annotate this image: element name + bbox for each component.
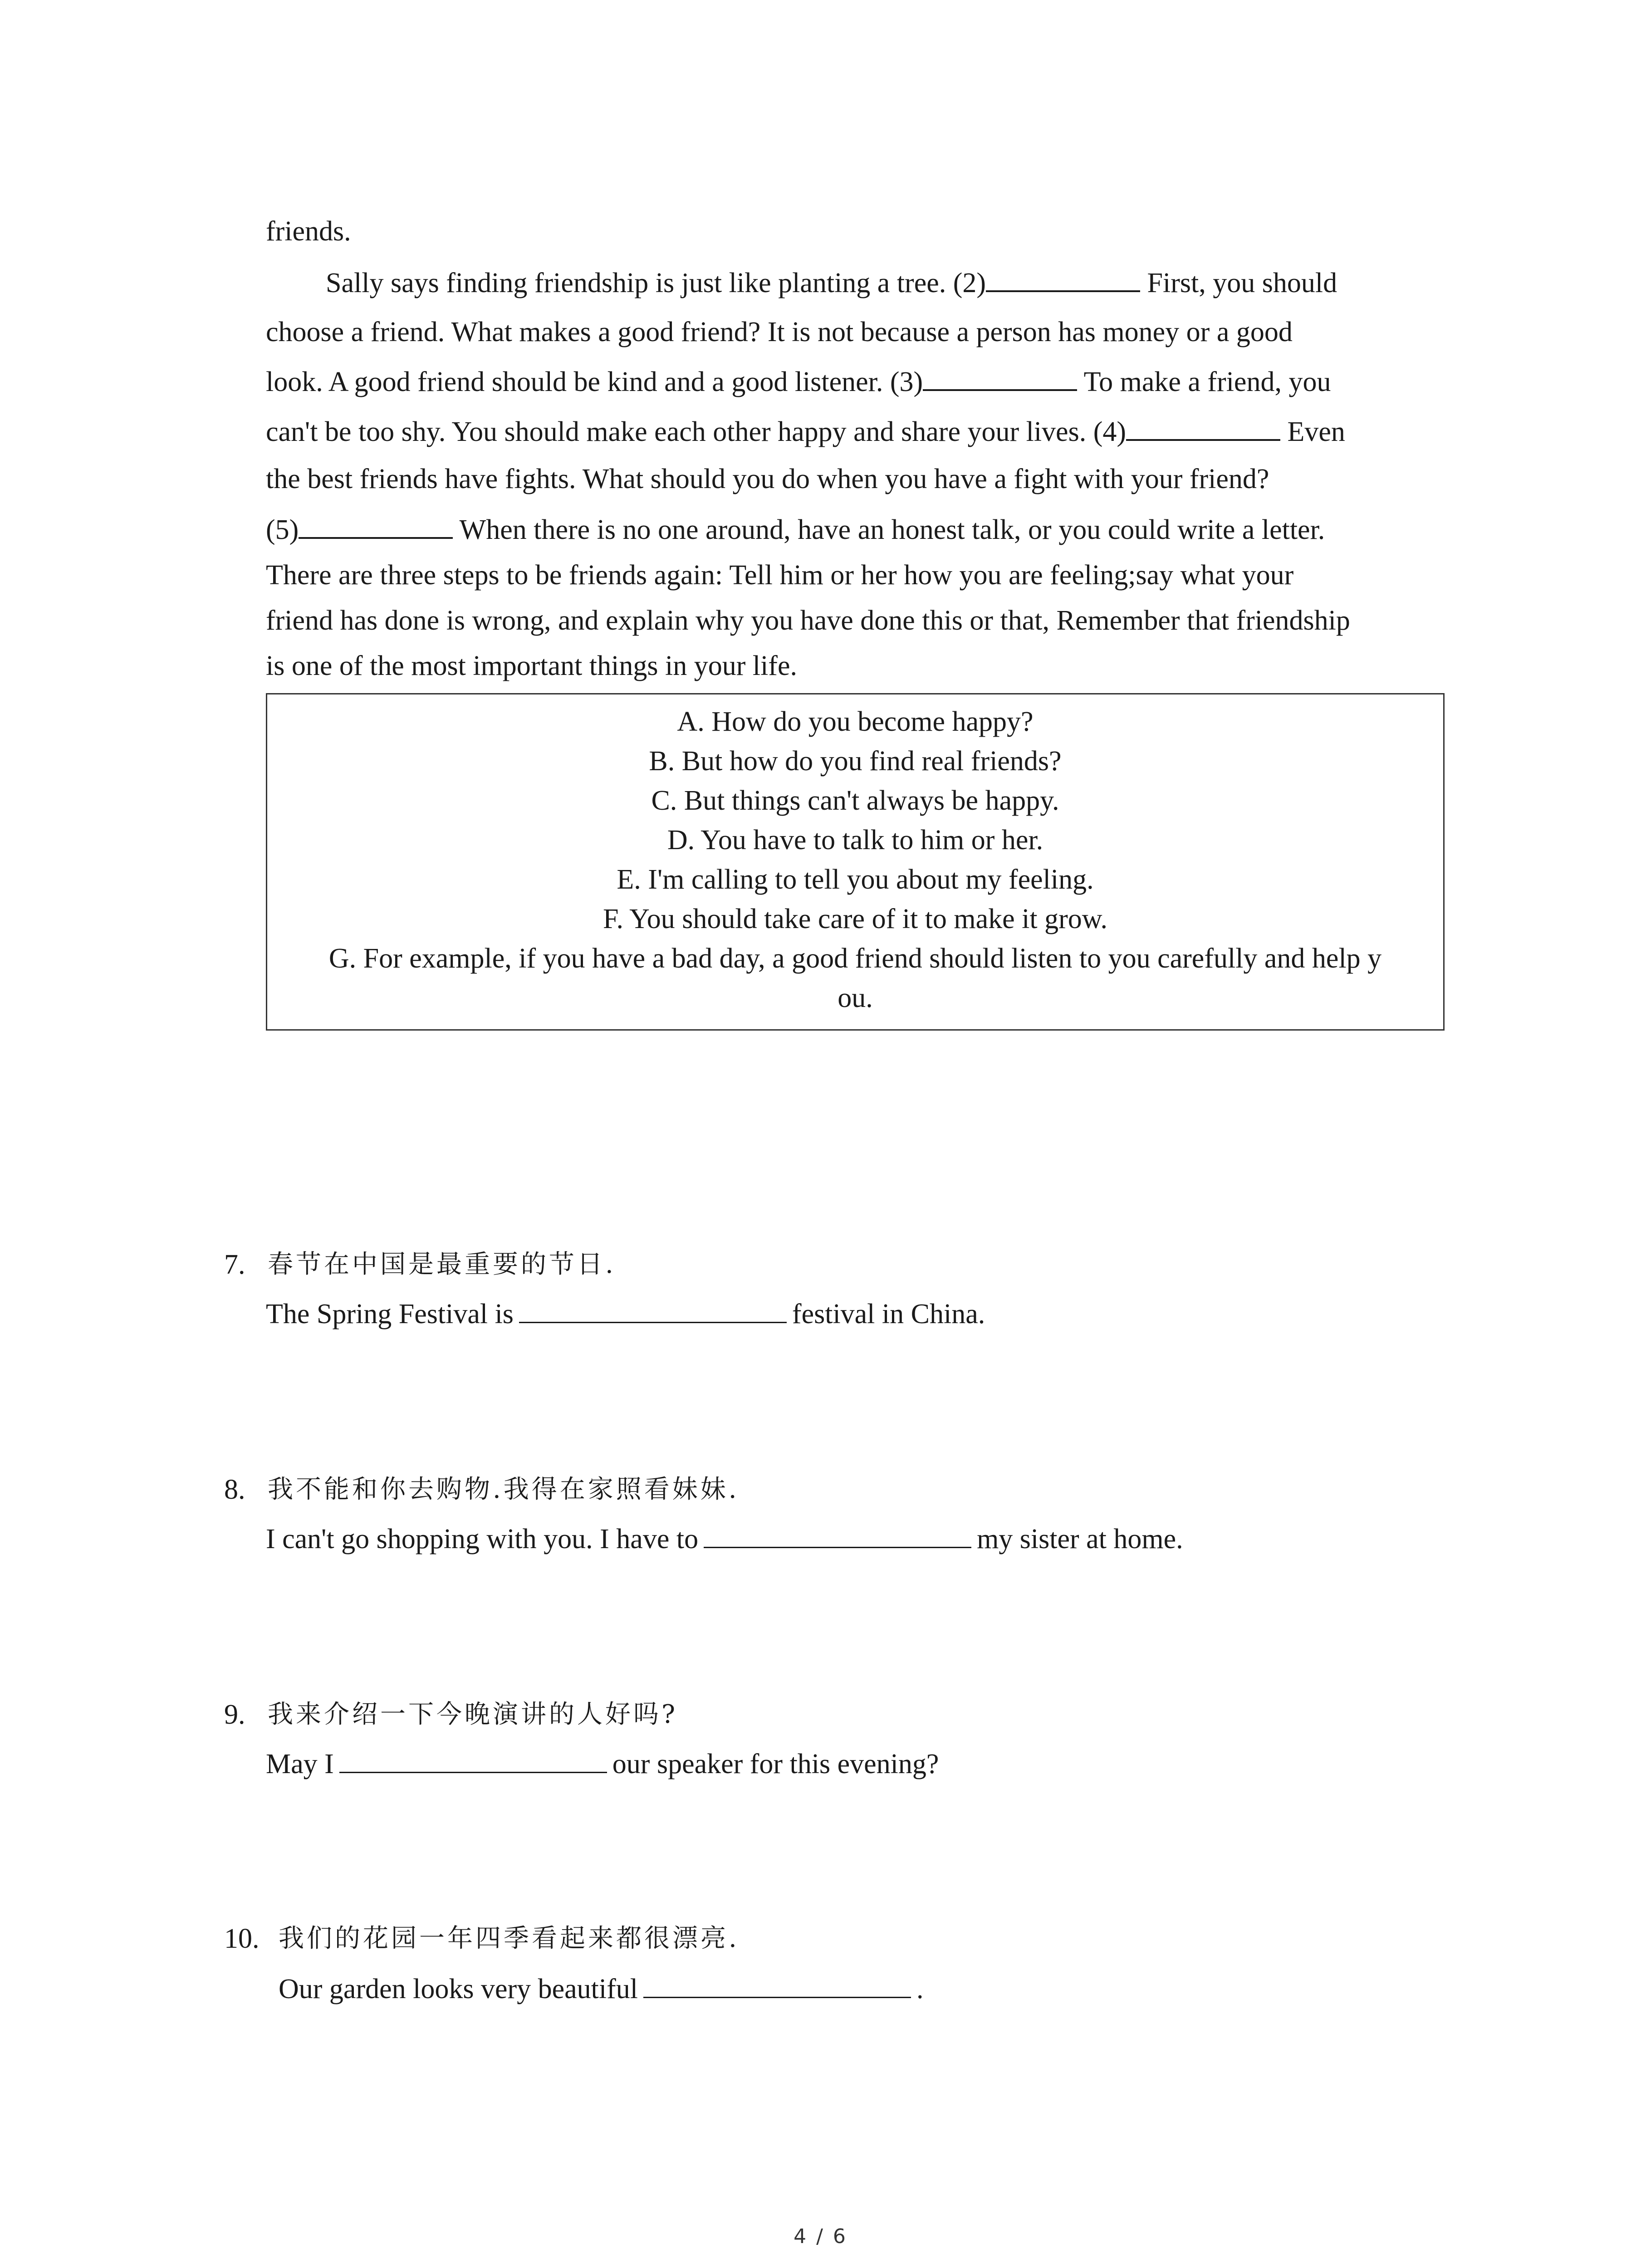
passage-line: friend has done is wrong, and explain why you have done this or that, Remember that friendship bbox=[266, 605, 1350, 636]
question-chinese: 我来介绍一下今晚演讲的人好吗? bbox=[268, 1700, 678, 1729]
option-c: C. But things can't always be happy. bbox=[651, 785, 1059, 816]
question-english: Our garden looks very beautiful . bbox=[279, 1970, 923, 2007]
option-e: E. I'm calling to tell you about my feeling. bbox=[617, 864, 1094, 895]
passage-line: Sally says finding friendship is just like planting a tree. (2) First, you should bbox=[326, 264, 1505, 301]
page-number: 4 / 6 bbox=[794, 2225, 847, 2248]
answer-blank-3[interactable] bbox=[923, 363, 1077, 391]
answer-blank-7[interactable] bbox=[519, 1295, 787, 1323]
passage-line: is one of the most important things in your life. bbox=[266, 650, 797, 681]
passage-line: can't be too shy. You should make each other happy and share your lives. (4) Even bbox=[266, 413, 1445, 450]
option-g-continued: ou. bbox=[838, 982, 873, 1013]
answer-blank-9[interactable] bbox=[339, 1745, 607, 1773]
passage-line: choose a friend. What makes a good friend? It is not because a person has money or a good bbox=[266, 317, 1293, 347]
question-number: 10. bbox=[224, 1923, 260, 1954]
passage-line: friends. bbox=[266, 216, 351, 247]
answer-blank-10[interactable] bbox=[643, 1970, 911, 1998]
question-number: 9. bbox=[224, 1699, 245, 1730]
question-number: 7. bbox=[224, 1249, 245, 1280]
answer-blank-5[interactable] bbox=[299, 511, 453, 539]
option-b: B. But how do you find real friends? bbox=[649, 746, 1062, 777]
question-english: May I our speaker for this evening? bbox=[266, 1745, 939, 1782]
options-box bbox=[266, 693, 1445, 1031]
question-chinese: 我不能和你去购物.我得在家照看妹妹. bbox=[268, 1475, 740, 1504]
option-g: G. For example, if you have a bad day, a good friend should listen to you carefully and help y bbox=[328, 943, 1382, 974]
passage-line: There are three steps to be friends again: Tell him or her how you are feeling;say what your bbox=[266, 560, 1294, 591]
passage-line: look. A good friend should be kind and a good listener. (3) To make a friend, you bbox=[266, 363, 1445, 400]
question-chinese: 我们的花园一年四季看起来都很漂亮. bbox=[279, 1924, 740, 1953]
question-english: I can't go shopping with you. I have to my sister at home. bbox=[266, 1520, 1183, 1557]
passage-line: (5) When there is no one around, have an honest talk, or you could write a letter. bbox=[266, 511, 1445, 548]
option-f: F. You should take care of it to make it grow. bbox=[603, 904, 1108, 934]
answer-blank-2[interactable] bbox=[986, 264, 1140, 292]
answer-blank-8[interactable] bbox=[704, 1520, 971, 1548]
question-number: 8. bbox=[224, 1474, 245, 1505]
option-d: D. You have to talk to him or her. bbox=[667, 825, 1043, 855]
question-chinese: 春节在中国是最重要的节日. bbox=[268, 1250, 616, 1279]
question-english: The Spring Festival is festival in China. bbox=[266, 1295, 985, 1332]
answer-blank-4[interactable] bbox=[1126, 413, 1280, 441]
option-a: A. How do you become happy? bbox=[677, 706, 1034, 737]
passage-line: the best friends have fights. What should you do when you have a fight with your friend? bbox=[266, 464, 1269, 494]
